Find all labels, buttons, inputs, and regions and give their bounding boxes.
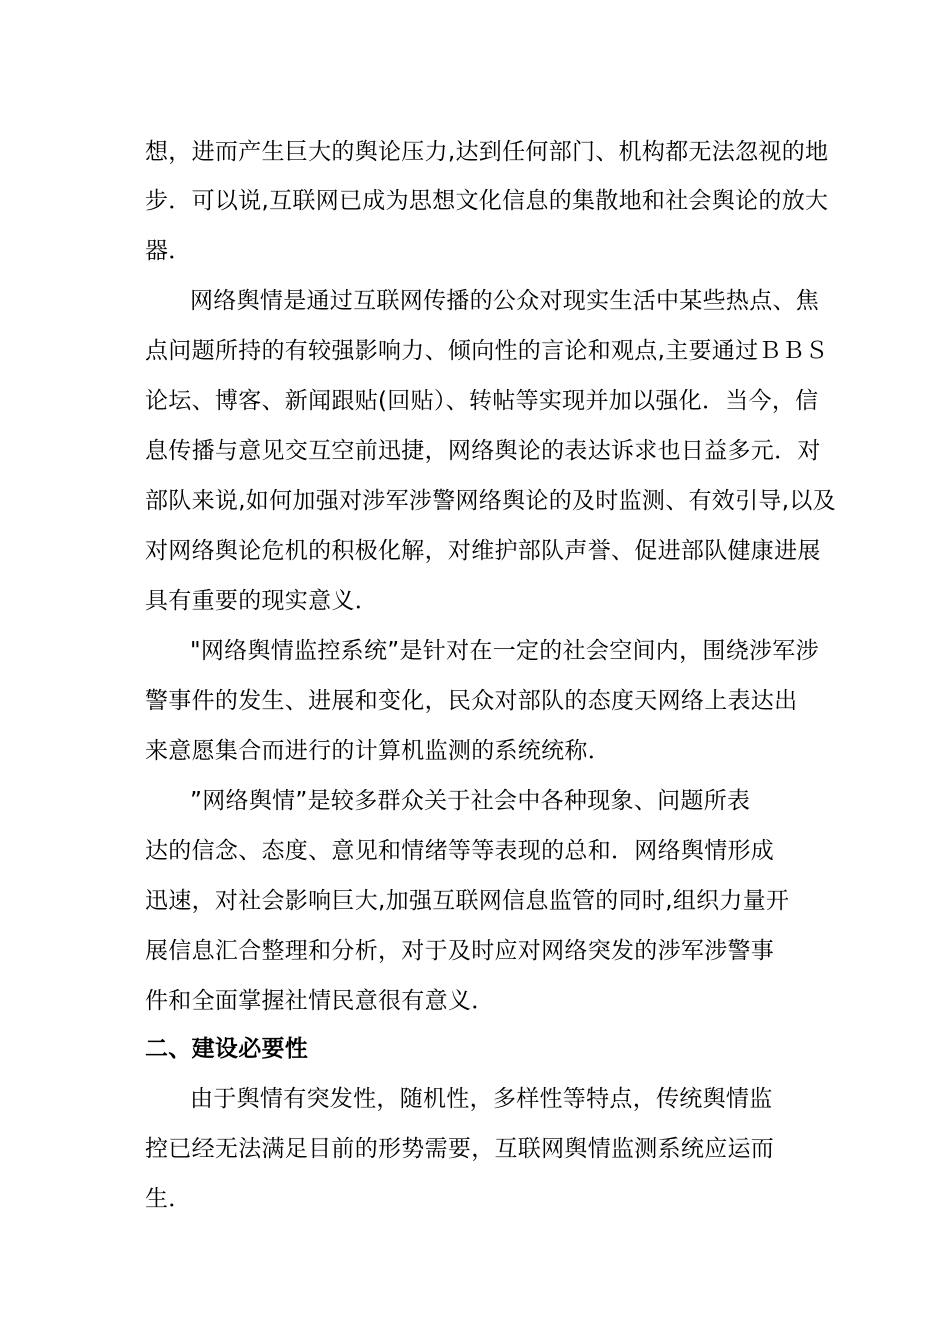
paragraph-line: 网络舆情是通过互联网传播的公众对现实生活中某些热点、焦 [190, 288, 820, 314]
paragraph-line: 展信息汇合整理和分析，对于及时应对网络突发的涉军涉警事 [145, 938, 775, 964]
paragraph-line: "网络舆情监控系统”是针对在一定的社会空间内，围绕涉军涉 [190, 638, 819, 664]
paragraph-line: 对网络舆论危机的积极化解，对维护部队声誉、促进部队健康进展 [145, 538, 821, 564]
paragraph-line: 想，进而产生巨大的舆论压力,达到任何部门、机构都无法忽视的地 [145, 139, 829, 165]
paragraph-line: 警事件的发生、进展和变化，民众对部队的态度天网络上表达出 [145, 688, 798, 714]
paragraph-line: 论坛、博客、新闻跟贴(回贴）、转帖等实现并加以强化．当今，信 [145, 388, 819, 414]
paragraph-line: 步．可以说,互联网已成为思想文化信息的集散地和社会舆论的放大 [145, 188, 829, 214]
paragraph-line: 控已经无法满足目前的形势需要，互联网舆情监测系统应运而 [145, 1136, 775, 1162]
paragraph-line: 件和全面掌握社情民意很有意义． [145, 988, 495, 1014]
paragraph-line: ”网络舆情”是较多群众关于社会中各种现象、问题所表 [190, 788, 751, 814]
paragraph-line: 息传播与意见交互空前迅捷，网络舆论的表达诉求也日益多元．对 [145, 438, 821, 464]
paragraph-line: 由于舆情有突发性，随机性，多样性等特点，传统舆情监 [190, 1086, 773, 1112]
paragraph-line: 部队来说,如何加强对涉军涉警网络舆论的及时监测、有效引导,以及 [145, 488, 836, 514]
paragraph-line: 具有重要的现实意义． [145, 588, 378, 614]
paragraph-line: 生． [145, 1186, 192, 1212]
paragraph-line: 点问题所持的有较强影响力、倾向性的言论和观点,主要通过ＢＢＳ [145, 338, 829, 364]
paragraph-line: 器． [145, 238, 192, 264]
paragraph-line: 来意愿集合而进行的计算机监测的系统统称． [145, 738, 611, 764]
section-heading: 二、建设必要性 [145, 1036, 309, 1062]
paragraph-line: 迅速，对社会影响巨大,加强互联网信息监管的同时,组织力量开 [145, 888, 790, 914]
paragraph-line: 达的信念、态度、意见和情绪等等表现的总和．网络舆情形成 [145, 838, 775, 864]
